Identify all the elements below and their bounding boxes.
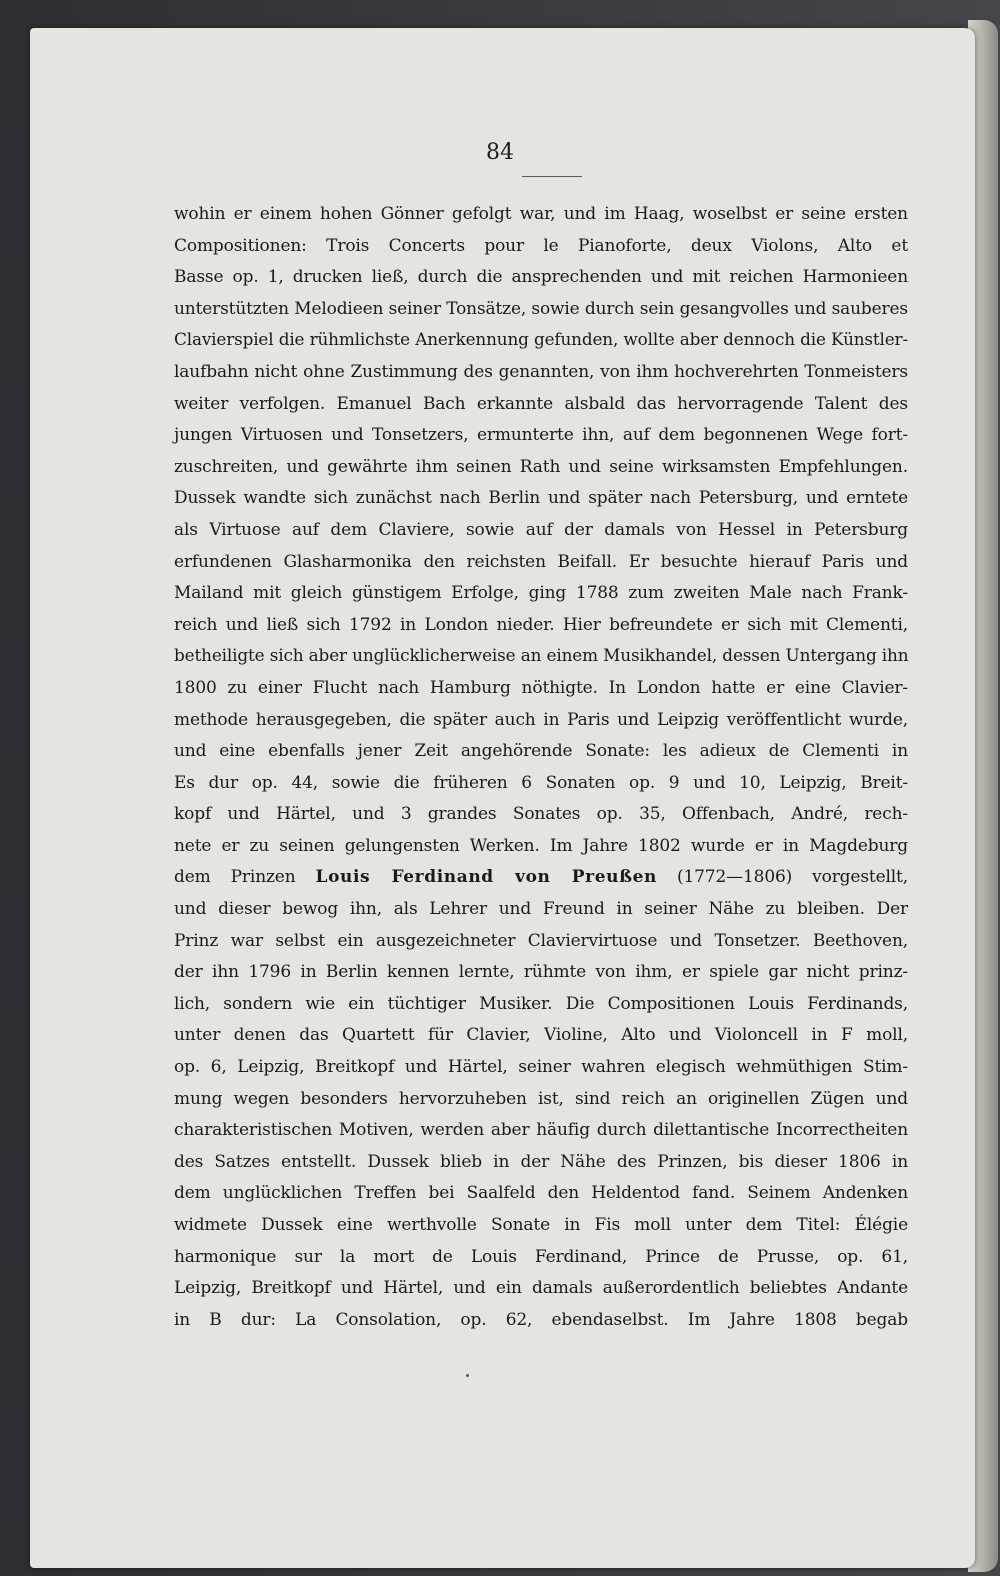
text-line: und eine ebenfalls jener Zeit angehörende Sonate: les adieux de Clementi in xyxy=(174,741,908,762)
text-line: Leipzig, Breitkopf und Härtel, und ein damals außerordentlich beliebtes Andante xyxy=(174,1278,908,1299)
text-line: erfundenen Glasharmonika den reichsten Beifall. Er besuchte hierauf Paris und xyxy=(174,551,908,572)
text-line: unter denen das Quartett für Clavier, Violine, Alto und Violoncell in F moll, xyxy=(174,1025,908,1046)
text-line: und dieser bewog ihn, als Lehrer und Freund in seiner Nähe zu bleiben. Der xyxy=(174,899,908,920)
text-line: zuschreiten, und gewährte ihm seinen Rath und seine wirksamsten Empfehlungen. xyxy=(174,456,908,477)
text-line: wohin er einem hohen Gönner gefolgt war, und im Haag, woselbst er seine ersten xyxy=(174,204,908,224)
text-line: der ihn 1796 in Berlin kennen lernte, rühmte von ihm, er spiele gar nicht prinz- xyxy=(174,962,908,983)
text-line: als Virtuose auf dem Claviere, sowie auf der damals von Hessel in Petersburg xyxy=(174,519,908,540)
text-segment: dem Prinzen xyxy=(174,867,316,888)
text-line: betheiligte sich aber unglücklicherweise an einem Musikhandel, dessen Untergang ihn xyxy=(174,646,909,667)
text-line: charakteristischen Motiven, werden aber häufig durch dilettantische Incorrectheiten xyxy=(174,1120,908,1141)
text-line: widmete Dussek eine werthvolle Sonate in Fis moll unter dem Titel: Élégie xyxy=(174,1215,908,1235)
text-line: Es dur op. 44, sowie die früheren 6 Sonaten op. 9 und 10, Leipzig, Breit- xyxy=(174,772,908,793)
text-line: unterstützten Melodieen seiner Tonsätze, sowie durch sein gesangvolles und sauberes xyxy=(174,298,908,319)
text-line: lich, sondern wie ein tüchtiger Musiker. Die Compositionen Louis Ferdinands, xyxy=(174,993,908,1014)
text-line: Basse op. 1, drucken ließ, durch die ansprechenden und mit reichen Harmonieen xyxy=(174,267,908,288)
text-segment: (1772—1806) vorgestellt, xyxy=(656,867,908,888)
text-line: nete er zu seinen gelungensten Werken. Im Jahre 1802 wurde er in Magdeburg xyxy=(174,835,908,856)
text-line: kopf und Härtel, und 3 grandes Sonates op. 35, Offenbach, André, rech- xyxy=(174,804,908,825)
text-line: laufbahn nicht ohne Zustimmung des genannten, von ihm hochverehrten Tonmeisters xyxy=(174,361,908,382)
text-line: in B dur: La Consolation, op. 62, ebendaselbst. Im Jahre 1808 begab xyxy=(174,1309,908,1330)
text-line: dem unglücklichen Treffen bei Saalfeld den Heldentod fand. Seinem Andenken xyxy=(174,1183,908,1204)
text-line: des Satzes entstellt. Dussek blieb in der Nähe des Prinzen, bis dieser 1806 in xyxy=(174,1151,908,1172)
print-mark xyxy=(466,1374,469,1377)
body-text xyxy=(174,199,908,1336)
page-number: 84 xyxy=(486,140,514,165)
text-line: weiter verfolgen. Emanuel Bach erkannte alsbald das hervorragende Talent des xyxy=(174,393,908,414)
text-line: Dussek wandte sich zunächst nach Berlin und später nach Petersburg, und erntete xyxy=(174,488,908,509)
text-line: jungen Virtuosen und Tonsetzers, ermunterte ihn, auf dem begonnenen Wege fort- xyxy=(174,425,908,446)
text-line xyxy=(174,862,908,894)
text-line: Clavierspiel die rühmlichste Anerkennung gefunden, wollte aber dennoch die Künstler- xyxy=(174,330,908,351)
text-line: mung wegen besonders hervorzuheben ist, sind reich an originellen Zügen und xyxy=(174,1088,908,1109)
text-line: harmonique sur la mort de Louis Ferdinand, Prince de Prusse, op. 61, xyxy=(174,1246,908,1267)
text-line: Mailand mit gleich günstigem Erfolge, ging 1788 zum zweiten Male nach Frank- xyxy=(174,583,908,604)
text-line: Compositionen: Trois Concerts pour le Pianoforte, deux Violons, Alto et xyxy=(174,235,908,256)
text-line: 1800 zu einer Flucht nach Hamburg nöthigte. In London hatte er eine Clavier- xyxy=(174,677,908,698)
header-rule xyxy=(522,176,582,177)
text-line: reich und ließ sich 1792 in London nieder. Hier befreundete er sich mit Clementi, xyxy=(174,614,908,635)
emphasized-name: Louis Ferdinand von Preußen xyxy=(315,867,657,888)
text-line: op. 6, Leipzig, Breitkopf und Härtel, seiner wahren elegisch wehmüthigen Stim- xyxy=(174,1057,908,1078)
text-line: methode herausgegeben, die später auch in Paris und Leipzig veröffentlicht wurde, xyxy=(174,709,908,730)
text-line: Prinz war selbst ein ausgezeichneter Claviervirtuose und Tonsetzer. Beethoven, xyxy=(174,930,908,951)
